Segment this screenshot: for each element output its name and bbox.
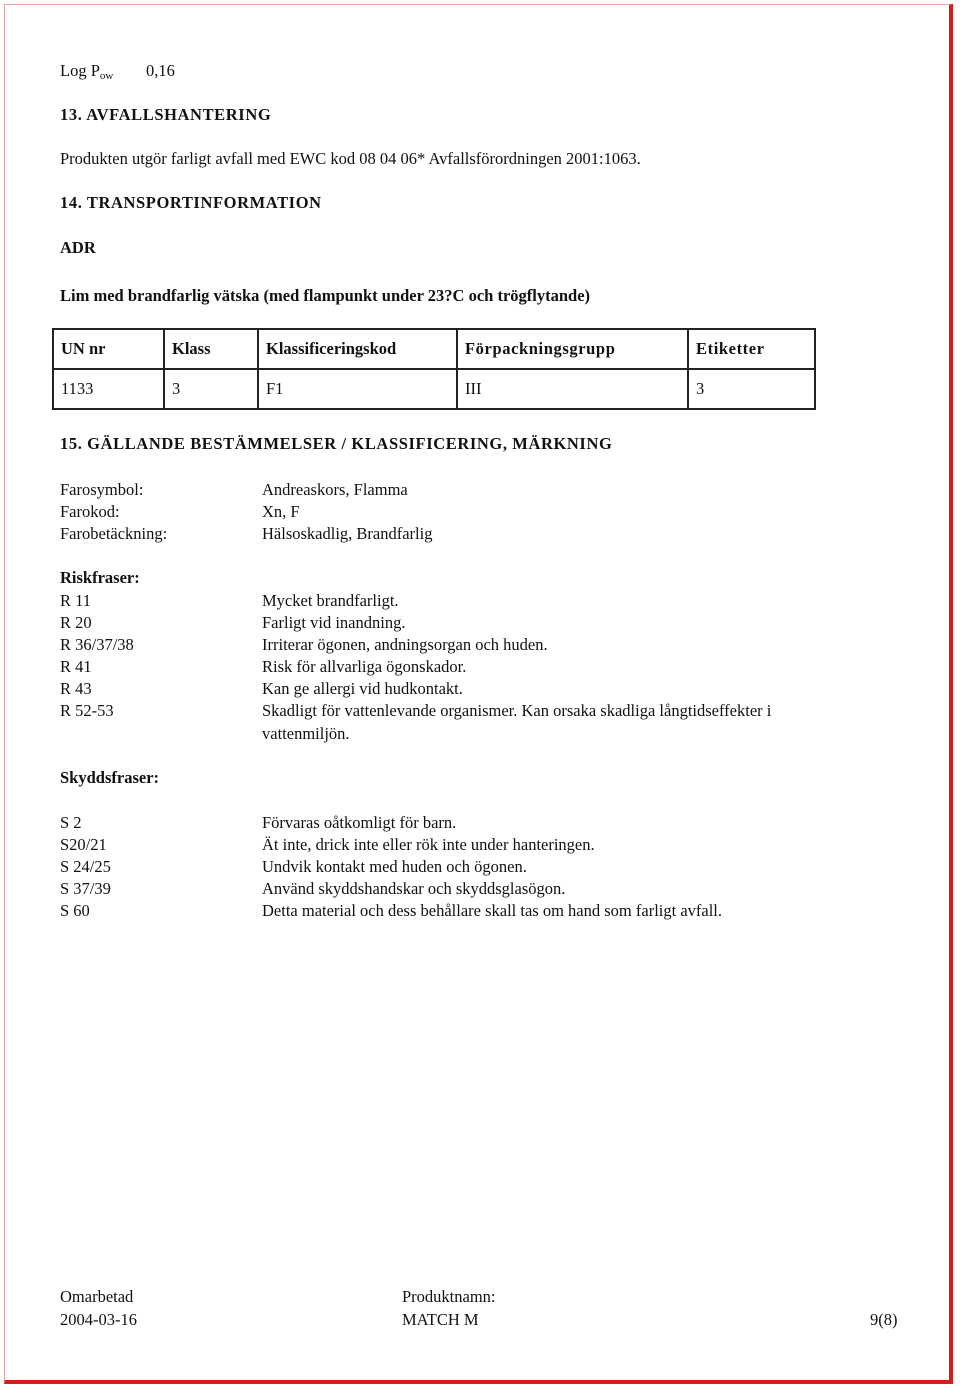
- section14-heading: 14. TRANSPORTINFORMATION: [60, 193, 322, 212]
- footer-page-number: 9(8): [870, 1310, 898, 1329]
- safety-code: S 37/39: [60, 879, 111, 898]
- hazard-label: Farosymbol:: [60, 480, 144, 499]
- footer-revised-label: Omarbetad: [60, 1287, 134, 1306]
- risk-code: R 43: [60, 679, 92, 698]
- cell-forpackningsgrupp: III: [457, 369, 688, 409]
- safety-text: Undvik kontakt med huden och ögonen.: [262, 857, 527, 876]
- risk-text: Mycket brandfarligt.: [262, 591, 399, 610]
- section13-text: Produkten utgör farligt avfall med EWC kod 08 04 06* Avfallsförordningen 2001:1063.: [60, 149, 641, 168]
- hazard-value: Hälsoskadlig, Brandfarlig: [262, 524, 433, 543]
- risk-text: Skadligt för vattenlevande organismer. Kan orsaka skadliga långtidseffekter i: [262, 701, 772, 720]
- risk-text: Kan ge allergi vid hudkontakt.: [262, 679, 463, 698]
- transport-table-row: [53, 369, 815, 409]
- risk-code: R 36/37/38: [60, 635, 134, 654]
- risk-code: R 52-53: [60, 701, 114, 720]
- risk-text-continuation: vattenmiljön.: [262, 724, 350, 743]
- risk-text: Risk för allvarliga ögonskador.: [262, 657, 467, 676]
- safety-code: S 2: [60, 813, 82, 832]
- safety-code: S 60: [60, 901, 90, 920]
- risk-code: R 20: [60, 613, 92, 632]
- footer-revised-date: 2004-03-16: [60, 1310, 137, 1329]
- header-klass: Klass: [164, 329, 258, 369]
- footer-product-name: MATCH M: [402, 1310, 479, 1329]
- safety-title: Skyddsfraser:: [60, 768, 160, 787]
- footer-product-label: Produktnamn:: [402, 1287, 496, 1306]
- log-pow-value: 0,16: [146, 61, 175, 80]
- hazard-value: Xn, F: [262, 502, 300, 521]
- transport-table: [52, 328, 816, 410]
- risk-text: Irriterar ögonen, andningsorgan och huden.: [262, 635, 548, 654]
- cell-un-nr: 1133: [53, 369, 164, 409]
- log-pow-subscript: ow: [99, 70, 114, 82]
- section15-heading: 15. GÄLLANDE BESTÄMMELSER / KLASSIFICERING, MÄRKNING: [60, 434, 613, 453]
- transport-description: Lim med brandfarlig vätska (med flampunkt under 23?C och trögflytande): [60, 286, 591, 305]
- header-klassificeringskod: Klassificeringskod: [258, 329, 457, 369]
- hazard-value: Andreaskors, Flamma: [262, 480, 408, 499]
- safety-text: Förvaras oåtkomligt för barn.: [262, 813, 457, 832]
- risk-code: R 41: [60, 657, 92, 676]
- hazard-label: Farobetäckning:: [60, 524, 168, 543]
- cell-klass: 3: [164, 369, 258, 409]
- header-un-nr: UN nr: [53, 329, 164, 369]
- risk-code: R 11: [60, 591, 92, 610]
- hazard-label: Farokod:: [60, 502, 120, 521]
- cell-etiketter: 3: [688, 369, 815, 409]
- safety-text: Detta material och dess behållare skall tas om hand som farligt avfall.: [262, 901, 723, 920]
- safety-text: Ät inte, drick inte eller rök inte under hanteringen.: [262, 835, 595, 854]
- header-etiketter: Etiketter: [688, 329, 815, 369]
- log-pow-label: Log $P_{ow}$: [60, 61, 114, 82]
- safety-text: Använd skyddshandskar och skyddsglasögon.: [262, 879, 566, 898]
- cell-klassificeringskod: F1: [258, 369, 457, 409]
- header-forpackningsgrupp: Förpackningsgrupp: [457, 329, 688, 369]
- risk-title: Riskfraser:: [60, 568, 140, 587]
- adr-label: ADR: [60, 238, 96, 257]
- risk-text: Farligt vid inandning.: [262, 613, 406, 632]
- safety-code: S 24/25: [60, 857, 111, 876]
- safety-code: S20/21: [60, 835, 107, 854]
- transport-table-header-row: [53, 329, 815, 369]
- section13-heading: 13. AVFALLSHANTERING: [60, 105, 272, 124]
